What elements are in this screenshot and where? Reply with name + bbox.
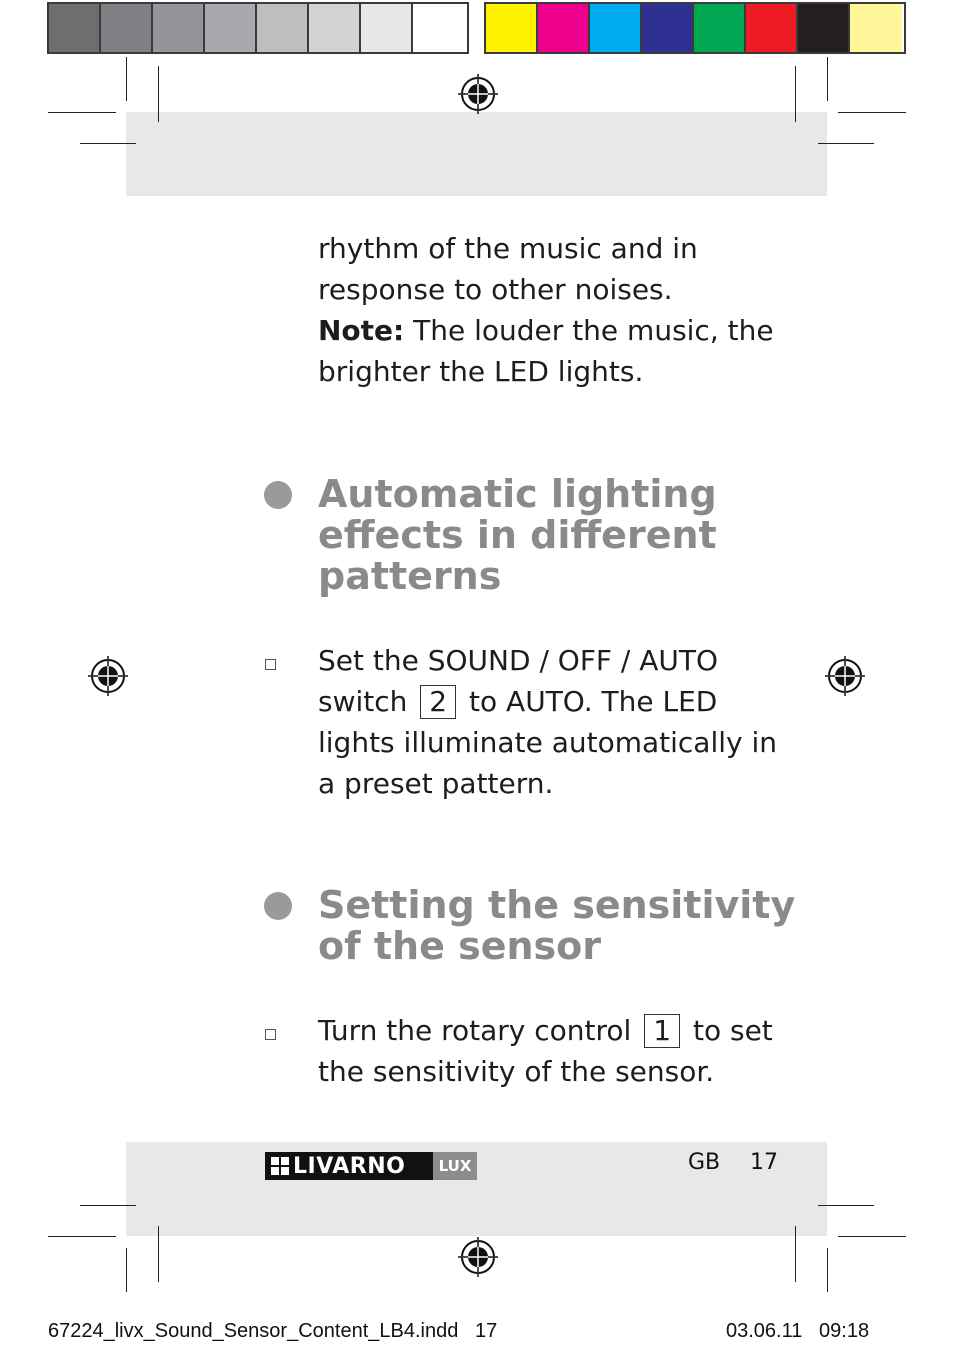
swatch xyxy=(49,4,101,52)
text-line: rhythm of the music and in xyxy=(318,232,698,265)
crop-mark xyxy=(795,66,796,122)
heading-line: Setting the sensitivity xyxy=(318,883,796,927)
swatch xyxy=(309,4,361,52)
crop-mark xyxy=(818,143,874,144)
swatch xyxy=(486,4,538,52)
registration-mark-icon xyxy=(86,654,130,698)
crop-mark xyxy=(795,1226,796,1282)
step-sensitivity xyxy=(318,1010,773,1092)
slug-file: 67224_livx_Sound_Sensor_Content_LB4.indd xyxy=(48,1320,459,1342)
crop-mark xyxy=(158,1226,159,1282)
swatch xyxy=(798,4,850,52)
swatch xyxy=(850,4,902,52)
registration-mark-icon xyxy=(823,654,867,698)
section-heading-automatic xyxy=(318,474,717,597)
gray-swatch-bar xyxy=(47,2,469,54)
crop-mark xyxy=(827,57,828,101)
note-text: The louder the music, the xyxy=(404,314,774,347)
text-span: to set xyxy=(692,1014,773,1047)
crop-mark xyxy=(818,1205,874,1206)
intro-paragraph xyxy=(318,228,774,392)
swatch xyxy=(413,4,465,52)
crop-mark xyxy=(80,143,136,144)
crop-mark xyxy=(838,1236,906,1237)
heading-line: of the sensor xyxy=(318,924,601,968)
logo-text: LIVARNO xyxy=(293,1153,406,1179)
crop-mark xyxy=(48,1236,116,1237)
swatch xyxy=(642,4,694,52)
logo-main xyxy=(265,1152,433,1180)
text-span: Turn the rotary control xyxy=(318,1014,632,1047)
logo-sub xyxy=(433,1152,477,1180)
section-heading-sensitivity xyxy=(318,885,795,967)
note-label: Note: xyxy=(318,314,405,347)
section-bullet-icon xyxy=(264,481,292,509)
checkbox-square-icon xyxy=(265,1029,276,1040)
text-line xyxy=(318,681,777,722)
registration-mark-icon xyxy=(456,1235,500,1279)
step-auto xyxy=(318,640,777,804)
text-span: to AUTO. The LED xyxy=(469,685,718,718)
crop-mark xyxy=(827,1248,828,1292)
slug-filename xyxy=(48,1320,497,1343)
logo-squares-icon xyxy=(271,1157,289,1175)
swatch xyxy=(746,4,798,52)
heading-line: patterns xyxy=(318,554,502,598)
slug-datetime xyxy=(726,1320,869,1343)
page-number: 17 xyxy=(750,1150,778,1175)
swatch xyxy=(205,4,257,52)
text-line: lights illuminate automatically in xyxy=(318,726,778,759)
logo-sub-text: LUX xyxy=(438,1157,472,1175)
swatch xyxy=(257,4,309,52)
livarno-logo xyxy=(265,1152,477,1180)
heading-line: Automatic lighting xyxy=(318,472,717,516)
crop-mark xyxy=(126,1248,127,1292)
slug-page: 17 xyxy=(475,1320,498,1342)
text-span: switch xyxy=(318,685,408,718)
heading-line: effects in different xyxy=(318,513,717,557)
swatch xyxy=(101,4,153,52)
swatch xyxy=(538,4,590,52)
registration-mark-icon xyxy=(456,72,500,116)
slug-date: 03.06.11 xyxy=(726,1320,803,1342)
text-line xyxy=(318,1010,773,1051)
crop-mark xyxy=(126,57,127,101)
crop-mark xyxy=(838,112,906,113)
checkbox-square-icon xyxy=(265,659,276,670)
swatch xyxy=(694,4,746,52)
header-band xyxy=(126,112,827,196)
language-code: GB xyxy=(688,1150,721,1175)
text-line: the sensitivity of the sensor. xyxy=(318,1055,715,1088)
swatch xyxy=(361,4,413,52)
switch-reference-number: 2 xyxy=(420,685,456,719)
note-line xyxy=(318,310,774,351)
control-reference-number: 1 xyxy=(644,1014,680,1048)
crop-mark xyxy=(158,66,159,122)
text-line: a preset pattern. xyxy=(318,767,554,800)
text-line: Set the SOUND / OFF / AUTO xyxy=(318,644,719,677)
crop-mark xyxy=(80,1205,136,1206)
text-line: response to other noises. xyxy=(318,273,673,306)
crop-mark xyxy=(48,112,116,113)
swatch xyxy=(153,4,205,52)
swatch xyxy=(590,4,642,52)
section-bullet-icon xyxy=(264,892,292,920)
slug-time: 09:18 xyxy=(819,1320,870,1342)
color-swatch-bar xyxy=(484,2,906,54)
text-line: brighter the LED lights. xyxy=(318,355,644,388)
